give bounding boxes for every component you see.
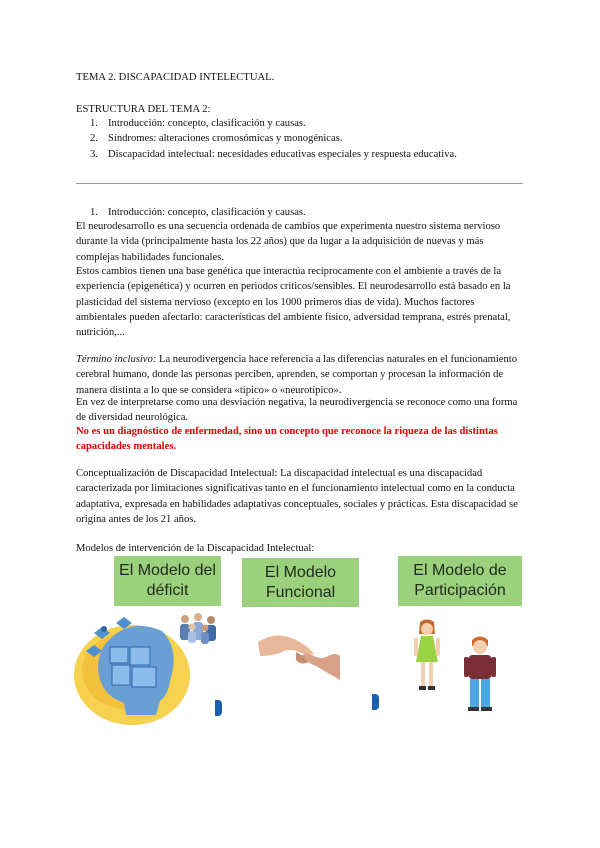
paragraph-modelos: Modelos de intervención de la Discapacidad Intelectual: xyxy=(76,543,315,554)
model-box-deficit: El Modelo del déficit xyxy=(114,556,221,606)
paragraph-diversidad: En vez de interpretarse como una desviación negativa, la neurodivergencia se reconoce como una forma de diversidad neurológica. xyxy=(76,397,518,424)
people-group-icon xyxy=(176,610,222,646)
boy-figure-icon xyxy=(462,634,498,714)
document-title: TEMA 2. DISCAPACIDAD INTELECTUAL. xyxy=(76,72,275,83)
structure-heading: ESTRUCTURA DEL TEMA 2: xyxy=(76,104,211,115)
structure-list xyxy=(76,116,457,162)
helping-hands-icon xyxy=(256,626,342,682)
section-heading: 1. Introducción: concepto, clasificación y causas. xyxy=(90,207,306,218)
arrow-right-icon xyxy=(215,700,222,716)
paragraph-termino-inclusivo: Término inclusivo: La neurodivergencia hace referencia a las diferencias naturales en el funcionamiento cerebral humano, donde las personas perciben, aprenden, se comportan y procesan la información de manera distinta a lo que se considera «típico» o «neurotípico». xyxy=(76,354,518,396)
horizontal-divider xyxy=(76,183,523,184)
girl-figure-icon xyxy=(412,618,442,694)
paragraph-cambios: Estos cambios tienen una base genética que interactúa recíprocamente con el ambiente a través de la experiencia (epigenética) y ocurren en periodos críticos/sensibles. El neurodesarrollo está basado en la plasticidad del sistema nervioso (excepto en los 1000 primeros días de vida). Muchos factores ambientales pueden afectarlo: características del ambiente físico, adversidad temprana, estrés prenatal, nutrición,... xyxy=(76,266,511,339)
list-item: 2. Síndromes: alteraciones cromosómicas y monogénicas. xyxy=(90,133,343,145)
paragraph-highlight: No es un diagnóstico de enfermedad, sino un concepto que reconoce la riqueza de las distintas capacidades mentales. xyxy=(76,426,498,453)
list-item: 1. Introducción: concepto, clasificación y causas. xyxy=(90,118,306,129)
model-box-participacion: El Modelo de Participación xyxy=(398,556,522,606)
list-item: 3. Discapacidad intelectual: necesidades educativas especiales y respuesta educativa. xyxy=(90,148,457,160)
term-label: Término inclusivo: xyxy=(76,354,157,365)
paragraph-neurodesarrollo: El neurodesarrollo es una secuencia ordenada de cambios que experimenta nuestro sistema nervioso durante la vida (principalmente hasta los 22 años) que da lugar a la adquisición de nuevas y más complejas habilidades funcionales. xyxy=(76,221,501,263)
paragraph-conceptualizacion: Conceptualización de Discapacidad Intelectual: La discapacidad intelectual es una discapacidad caracterizada por limitaciones significativas tanto en el funcionamiento intelectual como en la conducta adaptativa, expresada en habilidades adaptativas conceptuales, sociales y prácticas. Esta discapacidad se origina antes de los 21 años. xyxy=(76,468,518,525)
arrow-right-icon xyxy=(372,694,379,710)
model-box-funcional: El Modelo Funcional xyxy=(242,558,359,607)
